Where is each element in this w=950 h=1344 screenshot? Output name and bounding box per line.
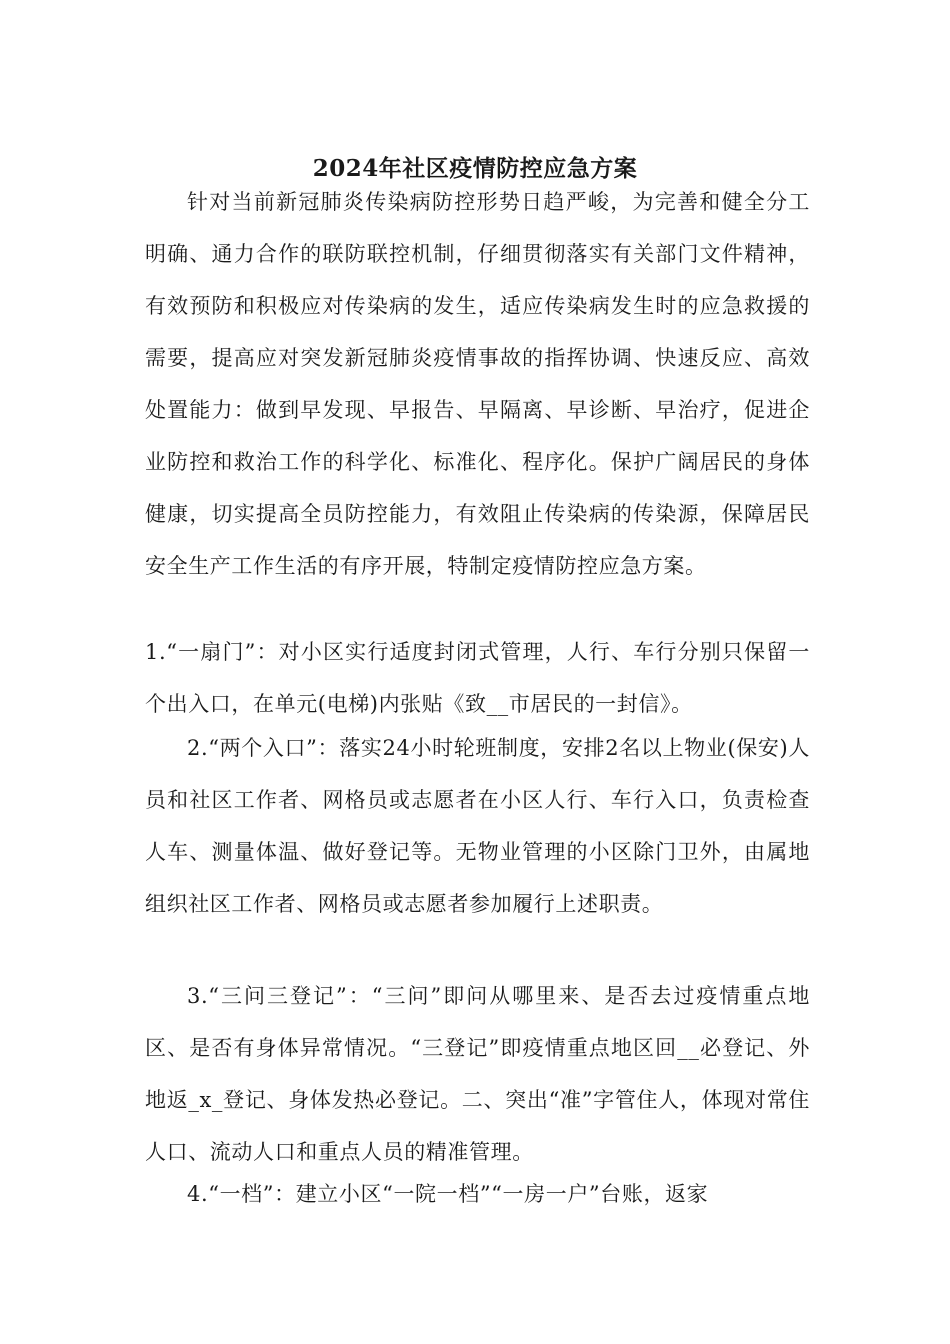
paragraph-item-4: 4.“一档”：建立小区“一院一档”“一房一户”台账，返家 <box>187 1182 709 1206</box>
paragraph-item-1: 1.“一扇门”：对小区实行适度封闭式管理，人行、车行分别只保留一个出入口，在单元(电梯)内张贴《致__市居民的一封信》。 <box>145 640 810 716</box>
paragraph-item-3: 3.“三问三登记”：“三问”即问从哪里来、是否去过疫情重点地区、是否有身体异常情况。“三登记”即疫情重点地区回__必登记、外地返_x_登记、身体发热必登记。二、突出“准”字管住人，体现对常住人口、流动人口和重点人员的精准管理。 <box>145 984 810 1164</box>
intro-paragraph: 针对当前新冠肺炎传染病防控形势日趋严峻，为完善和健全分工明确、通力合作的联防联控机制，仔细贯彻落实有关部门文件精神，有效预防和积极应对传染病的发生，适应传染病发生时的应急救援的需要，提高应对突发新冠肺炎疫情事故的指挥协调、快速反应、高效处置能力：做到早发现、早报告、早隔离、早诊断、早治疗，促进企业防控和救治工作的科学化、标准化、程序化。保护广阔居民的身体健康，切实提高全员防控能力，有效阻止传染病的传染源，保障居民安全生产工作生活的有序开展，特制定疫情防控应急方案。 <box>145 190 810 578</box>
paragraph-item-2: 2.“两个入口”：落实24小时轮班制度，安排2名以上物业(保安)人员和社区工作者、网格员或志愿者在小区人行、车行入口，负责检查人车、测量体温、做好登记等。无物业管理的小区除门卫外，由属地组织社区工作者、网格员或志愿者参加履行上述职责。 <box>145 736 810 916</box>
document-title: 2024年社区疫情防控应急方案 <box>312 155 638 183</box>
